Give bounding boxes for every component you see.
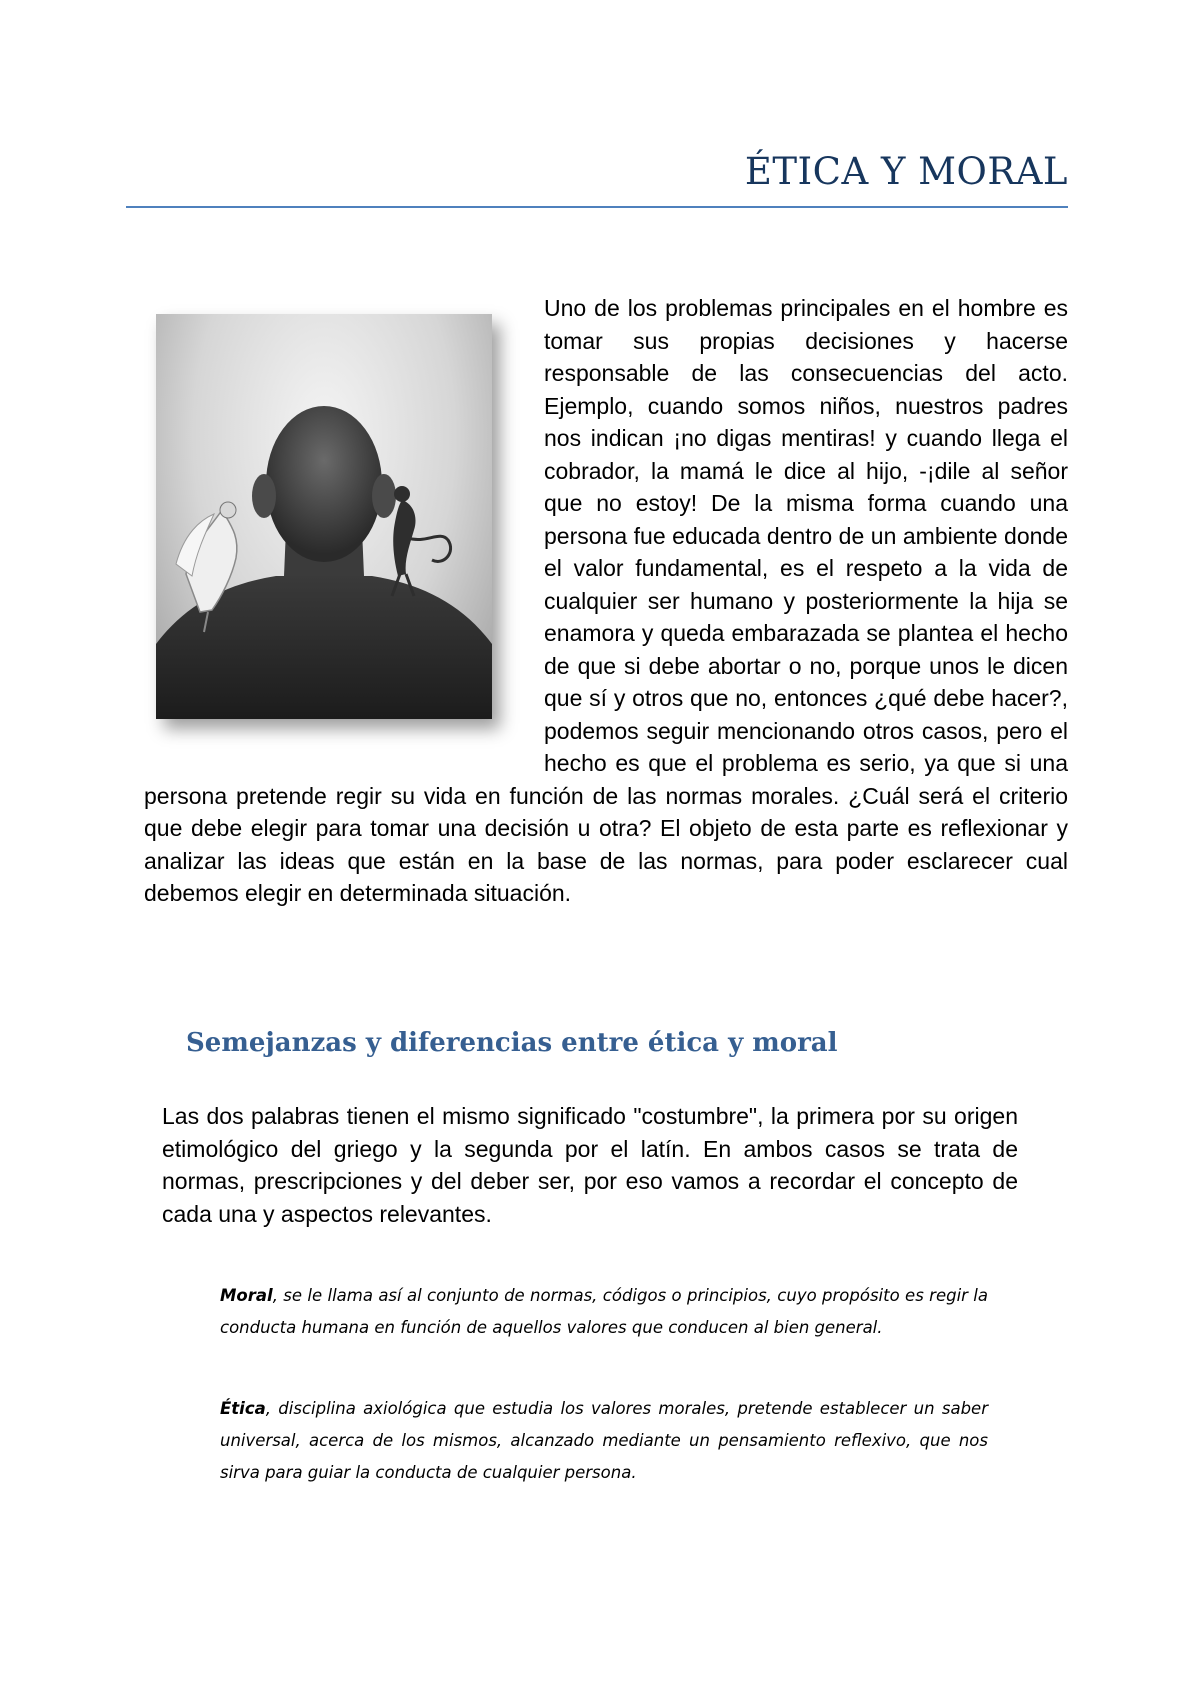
definition-text-etica: , disciplina axiológica que estudia los valores morales, pretende establecer un saber universal, acerca de los mismos, alcanzado mediante un pensamiento reflexivo, que nos sirva para guiar la conducta de cualquier persona. (220, 1399, 988, 1482)
definition-moral (220, 1280, 988, 1344)
section-heading: Semejanzas y diferencias entre ética y moral (186, 1028, 838, 1058)
definition-text-moral: , se le llama así al conjunto de normas, códigos o principios, cuyo propósito es regir la conducta humana en función de aquellos valores que conducen al bien general. (220, 1286, 988, 1337)
angel-devil-illustration (156, 314, 492, 719)
title-divider (126, 206, 1068, 208)
definition-etica (220, 1393, 988, 1489)
intro-paragraph: Uno de los problemas principales en el hombre es tomar sus propias decisiones y hacerse responsable de las consecuencias del acto. Ejemplo, cuando somos niños, nuestros padres nos indican ¡no digas mentiras! y cuando llega el cobrador, la mamá le dice al hijo, -¡dile al señor que no estoy! De la misma forma cuando una persona fue educada dentro de un ambiente donde el valor fundamental, es el respeto a la vida de cualquier ser humano y posteriormente la hija se enamora y queda embarazada se plantea el hecho de que si debe abortar o no, porque unos le dicen que sí y otros que no, entonces ¿qué debe hacer?, podemos seguir mencionando otros casos, pero el hecho es que el problema es serio, ya que si una persona pretende regir su vida en función de las normas morales. ¿Cuál será el criterio que debe elegir para tomar una decisión u otra? El objeto de esta parte es reflexionar y analizar las ideas que están en la base de las normas, para poder esclarecer cual debemos elegir en determinada situación. (144, 295, 1068, 906)
illustration-drawing (156, 314, 492, 719)
intro-section (144, 292, 1068, 910)
intro-figure (144, 292, 544, 752)
definition-term-etica: Ética (220, 1399, 266, 1418)
section-paragraph: Las dos palabras tienen el mismo significado "costumbre", la primera por su origen etimológico del griego y la segunda por el latín. En ambos casos se trata de normas, prescripciones y del deber ser, por eso vamos a recordar el concepto de cada una y aspectos relevantes. (162, 1103, 1018, 1227)
page-title: ÉTICA Y MORAL (744, 150, 1068, 193)
definition-term-moral: Moral (220, 1286, 273, 1305)
